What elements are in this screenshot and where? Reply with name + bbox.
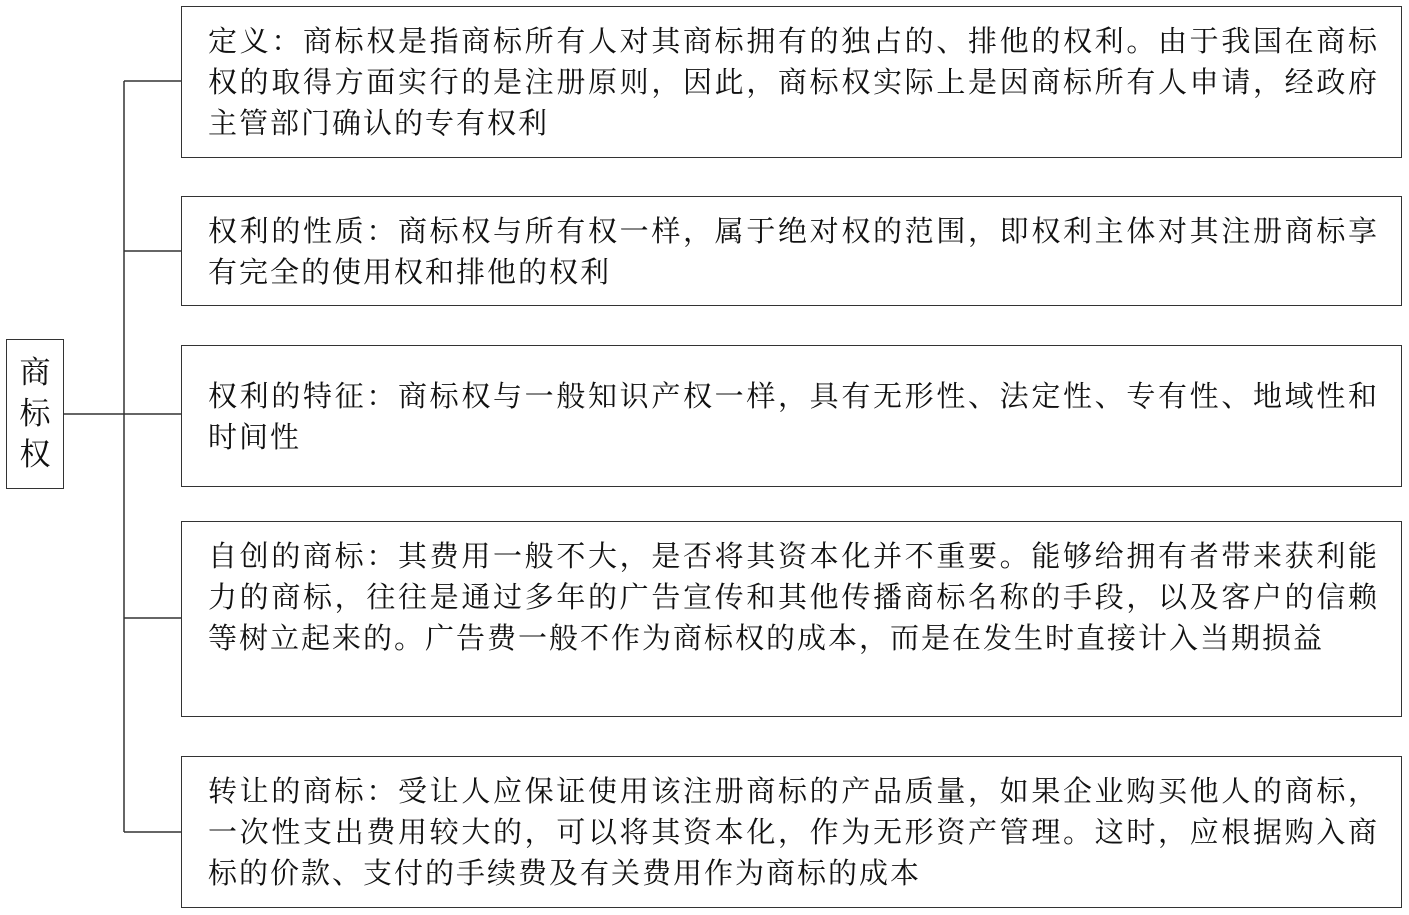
branch-node-text: 定义：商标权是指商标所有人对其商标拥有的独占的、排他的权利。由于我国在商标权的取得方面实行的是注册原则，因此，商标权实际上是因商标所有人申请，经政府主管部门确认的专有权利	[208, 24, 1379, 140]
root-node-label: 商标权	[19, 354, 51, 473]
branch-node-text: 转让的商标：受让人应保证使用该注册商标的产品质量，如果企业购买他人的商标，一次性支出费用较大的，可以将其资本化，作为无形资产管理。这时，应根据购入商标的价款、支付的手续费及有关费用作为商标的成本	[208, 774, 1379, 890]
branch-node-transferred	[181, 756, 1402, 908]
branch-node-text: 权利的性质：商标权与所有权一样，属于绝对权的范围，即权利主体对其注册商标享有完全的使用权和排他的权利	[208, 214, 1379, 289]
branch-node-self-created	[181, 521, 1402, 717]
branch-node-text: 自创的商标：其费用一般不大，是否将其资本化并不重要。能够给拥有者带来获利能力的商标，往往是通过多年的广告宣传和其他传播商标名称的手段，以及客户的信赖等树立起来的。广告费一般不作为商标权的成本，而是在发生时直接计入当期损益	[208, 539, 1379, 655]
branch-node-definition	[181, 6, 1402, 158]
branch-node-characteristics	[181, 345, 1402, 487]
branch-node-text: 权利的特征：商标权与一般知识产权一样，具有无形性、法定性、专有性、地域性和时间性	[208, 379, 1379, 454]
branch-node-nature	[181, 196, 1402, 306]
root-node	[6, 339, 64, 489]
